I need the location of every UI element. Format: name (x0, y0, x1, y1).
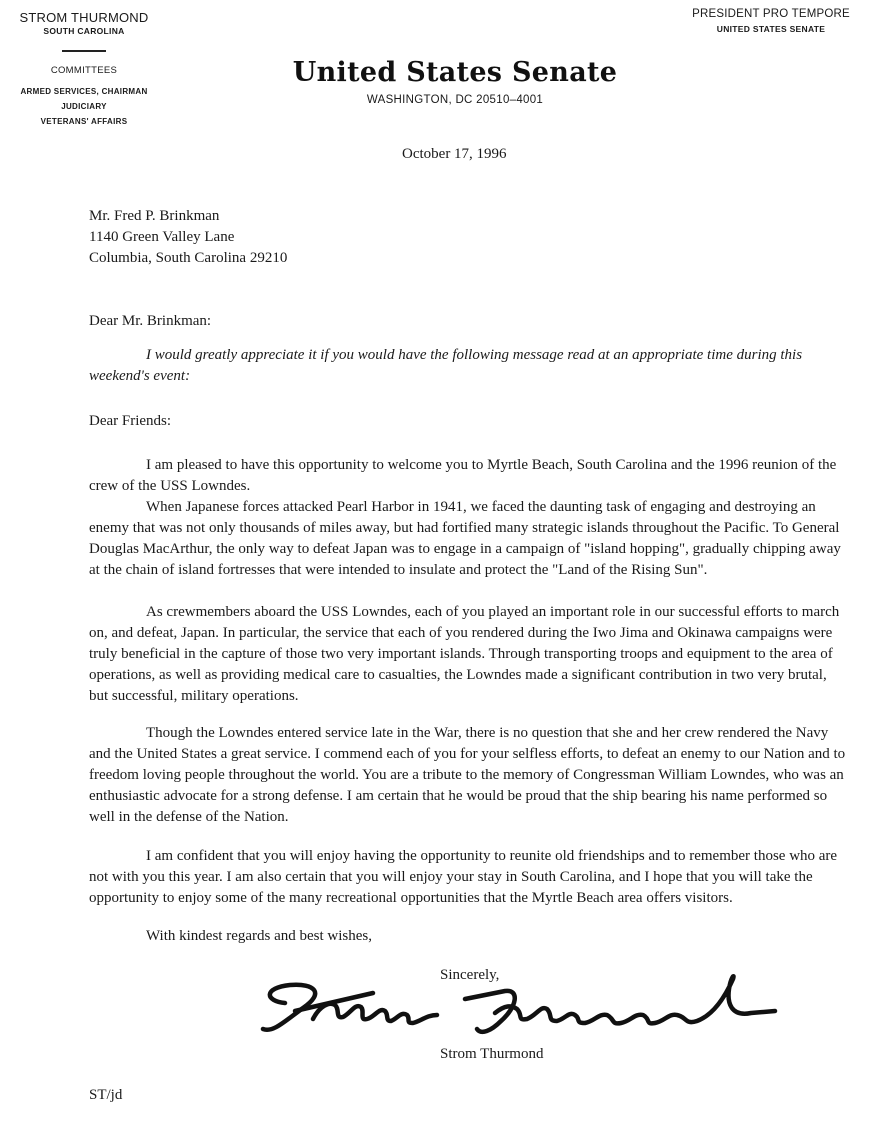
body-paragraph (89, 723, 849, 828)
sign-off: Sincerely, (440, 967, 500, 983)
request-note-text: I would greatly appreciate it if you would have the following message read at an appropriate time during this weekend's event: (89, 347, 803, 384)
paragraph-text: As crewmembers aboard the USS Lowndes, each of you played an important role in our successful efforts to march on, and defeat, Japan. In particular, the service that each of you rendered during the Iwo Jima and Okinawa campaigns were truly beneficial in the capture of those two very important islands. Through transporting troops and equipment to the area of operations, as well as providing medical care to casualties, the Lowndes made a significant contribution in two very brutal, but successful, military operations. (89, 604, 840, 704)
closing-line (89, 928, 372, 945)
recipient-address (89, 206, 287, 269)
senator-state: SOUTH CAROLINA (43, 26, 125, 36)
institution-address: WASHINGTON, DC 20510–4001 (366, 94, 544, 106)
committees-label: COMMITTEES (50, 65, 118, 76)
signer-name: Strom Thurmond (440, 1046, 544, 1062)
senate-masthead (290, 57, 620, 106)
body-paragraph (89, 846, 849, 909)
committee-item: JUDICIARY (61, 102, 107, 111)
committee-item: ARMED SERVICES, CHAIRMAN (20, 87, 148, 96)
closing-line-text: With kindest regards and best wishes, (146, 928, 373, 944)
paragraph-text: When Japanese forces attacked Pearl Harbor in 1941, we faced the daunting task of engaging and destroying an enemy that was not only thousands of miles away, but had fortified many strategic islands throughout the Pacific. To General Douglas MacArthur, the only way to defeat Japan was to engage in a campaign of "island hopping", gradually chipping away at the chain of island fortresses that were intended to insulate and protect the "Land of the Rising Sun". (89, 499, 841, 578)
committee-item: VETERANS' AFFAIRS (40, 117, 128, 126)
paragraph-text: I am pleased to have this opportunity to welcome you to Myrtle Beach, South Carolina and the 1996 reunion of the crew of the USS Lowndes. (89, 457, 837, 494)
salutation: Dear Friends: (89, 413, 172, 429)
body-paragraph (89, 602, 849, 707)
recipient-city: Columbia, South Carolina 29210 (89, 250, 288, 266)
paragraph-text: I am confident that you will enjoy having the opportunity to reunite old friendships and to remember those who are not with you this year. I am also certain that you will enjoy your stay in South Carolina, and I hope that you will take the opportunity to enjoy some of the many recreational opportunities that the Myrtle Beach area offers visitors. (89, 848, 838, 906)
office-body: UNITED STATES SENATE (716, 24, 826, 34)
recipient-name: Mr. Fred P. Brinkman (89, 208, 220, 224)
office-title: PRESIDENT PRO TEMPORE (692, 8, 850, 20)
paragraph-text: Though the Lowndes entered service late in the War, there is no question that she and her crew rendered the Navy and the United States a great service. I commend each of you for your selfless efforts, to defeat an enemy to our Nation and to freedom loving people throughout the world. You are a tribute to the memory of Congressman William Lowndes, who was an enthusiastic advocate for a strong defense. I am certain that he would be proud that the ship bearing his name performed so well in the defense of the Nation. (89, 725, 846, 825)
office-letterhead-right (676, 8, 866, 34)
reference-initials: ST/jd (89, 1087, 123, 1103)
letter-date: October 17, 1996 (402, 146, 507, 162)
body-paragraph (89, 455, 849, 497)
greeting: Dear Mr. Brinkman: (89, 313, 212, 329)
request-note (89, 345, 849, 387)
institution-name: United States Senate (292, 57, 618, 88)
letterhead-divider (62, 50, 106, 52)
senator-letterhead-left (0, 10, 168, 129)
handwritten-signature (255, 963, 795, 1043)
senator-name: STROM THURMOND (19, 10, 149, 25)
recipient-street: 1140 Green Valley Lane (89, 229, 235, 245)
body-paragraph (89, 497, 849, 581)
